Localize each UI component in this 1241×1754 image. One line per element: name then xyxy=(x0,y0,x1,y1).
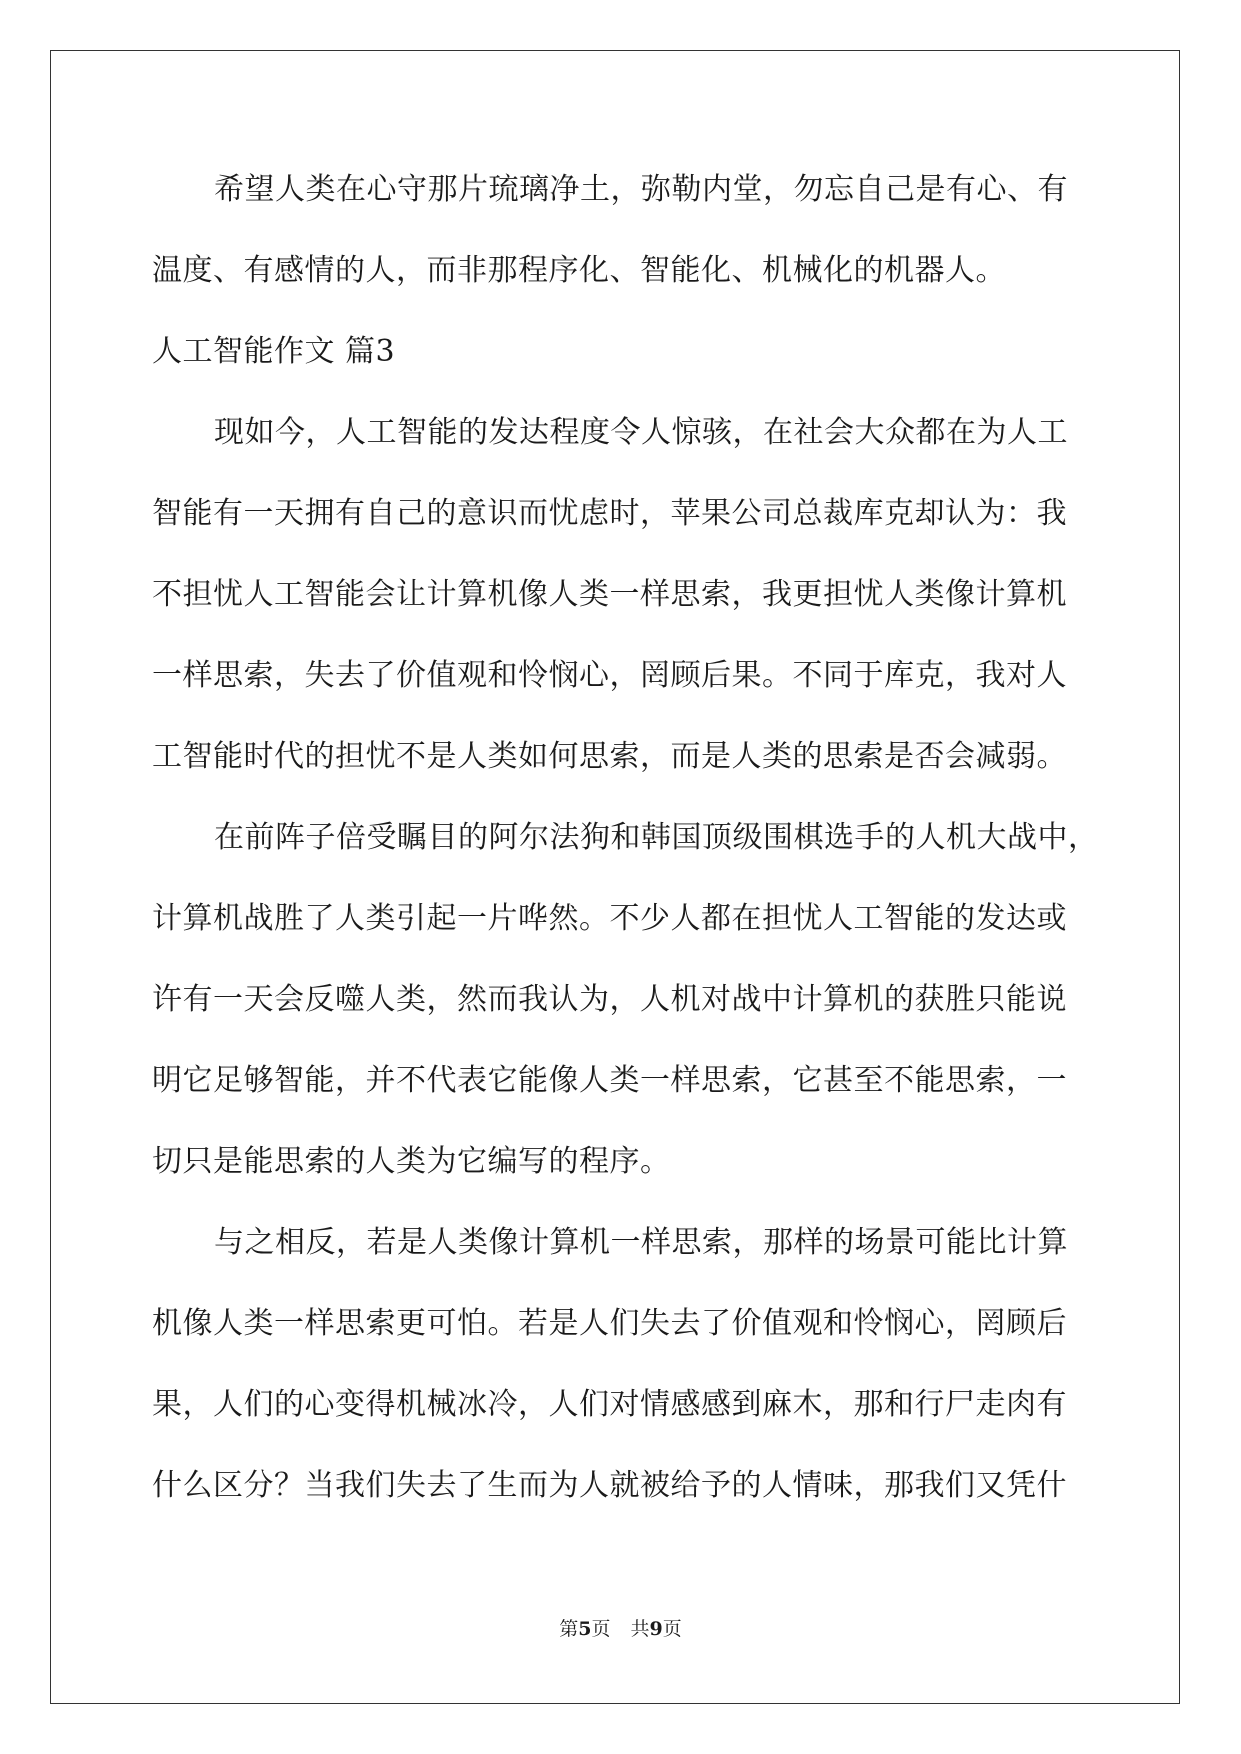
total-suffix: 页 xyxy=(662,1618,682,1640)
page-current: 5 xyxy=(578,1618,592,1640)
paragraph-line: 明它足够智能，并不代表它能像人类一样思索，它甚至不能思索，一 xyxy=(152,1063,1067,1098)
paragraph-line: 智能有一天拥有自己的意识而忧虑时，苹果公司总裁库克却认为：我 xyxy=(152,496,1067,531)
paragraph-line: 机像人类一样思索更可怕。若是人们失去了价值观和怜悯心，罔顾后 xyxy=(152,1306,1067,1341)
paragraph-line: 切只是能思索的人类为它编写的程序。 xyxy=(152,1144,671,1179)
paragraph-line: 什么区分？当我们失去了生而为人就被给予的人情味，那我们又凭什 xyxy=(152,1468,1067,1503)
paragraph-line: 现如今，人工智能的发达程度令人惊骇，在社会大众都在为人工 xyxy=(214,415,1068,450)
page-suffix: 页 xyxy=(591,1618,611,1640)
section-heading: 人工智能作文 篇3 xyxy=(152,334,396,369)
paragraph-line: 温度、有感情的人，而非那程序化、智能化、机械化的机器人。 xyxy=(152,253,1006,288)
page-total: 9 xyxy=(649,1618,663,1640)
document-body xyxy=(152,160,1099,1537)
paragraph-line: 不担忧人工智能会让计算机像人类一样思索，我更担忧人类像计算机 xyxy=(152,577,1067,612)
paragraph-line: 在前阵子倍受瞩目的阿尔法狗和韩国顶级围棋选手的人机大战中， xyxy=(214,820,1099,855)
paragraph-line: 计算机战胜了人类引起一片哗然。不少人都在担忧人工智能的发达或 xyxy=(152,901,1067,936)
total-prefix: 共 xyxy=(630,1618,650,1640)
paragraph-line: 一样思索，失去了价值观和怜悯心，罔顾后果。不同于库克，我对人 xyxy=(152,658,1067,693)
paragraph-line: 许有一天会反噬人类，然而我认为，人机对战中计算机的获胜只能说 xyxy=(152,982,1067,1017)
page-footer xyxy=(0,1614,1241,1641)
paragraph-line: 工智能时代的担忧不是人类如何思索，而是人类的思索是否会减弱。 xyxy=(152,739,1067,774)
paragraph-line: 与之相反，若是人类像计算机一样思索，那样的场景可能比计算 xyxy=(214,1225,1068,1260)
page-prefix: 第 xyxy=(559,1618,579,1640)
paragraph-line: 果，人们的心变得机械冰冷，人们对情感感到麻木，那和行尸走肉有 xyxy=(152,1387,1067,1422)
paragraph-line: 希望人类在心守那片琉璃净土，弥勒内堂，勿忘自己是有心、有 xyxy=(214,172,1068,207)
